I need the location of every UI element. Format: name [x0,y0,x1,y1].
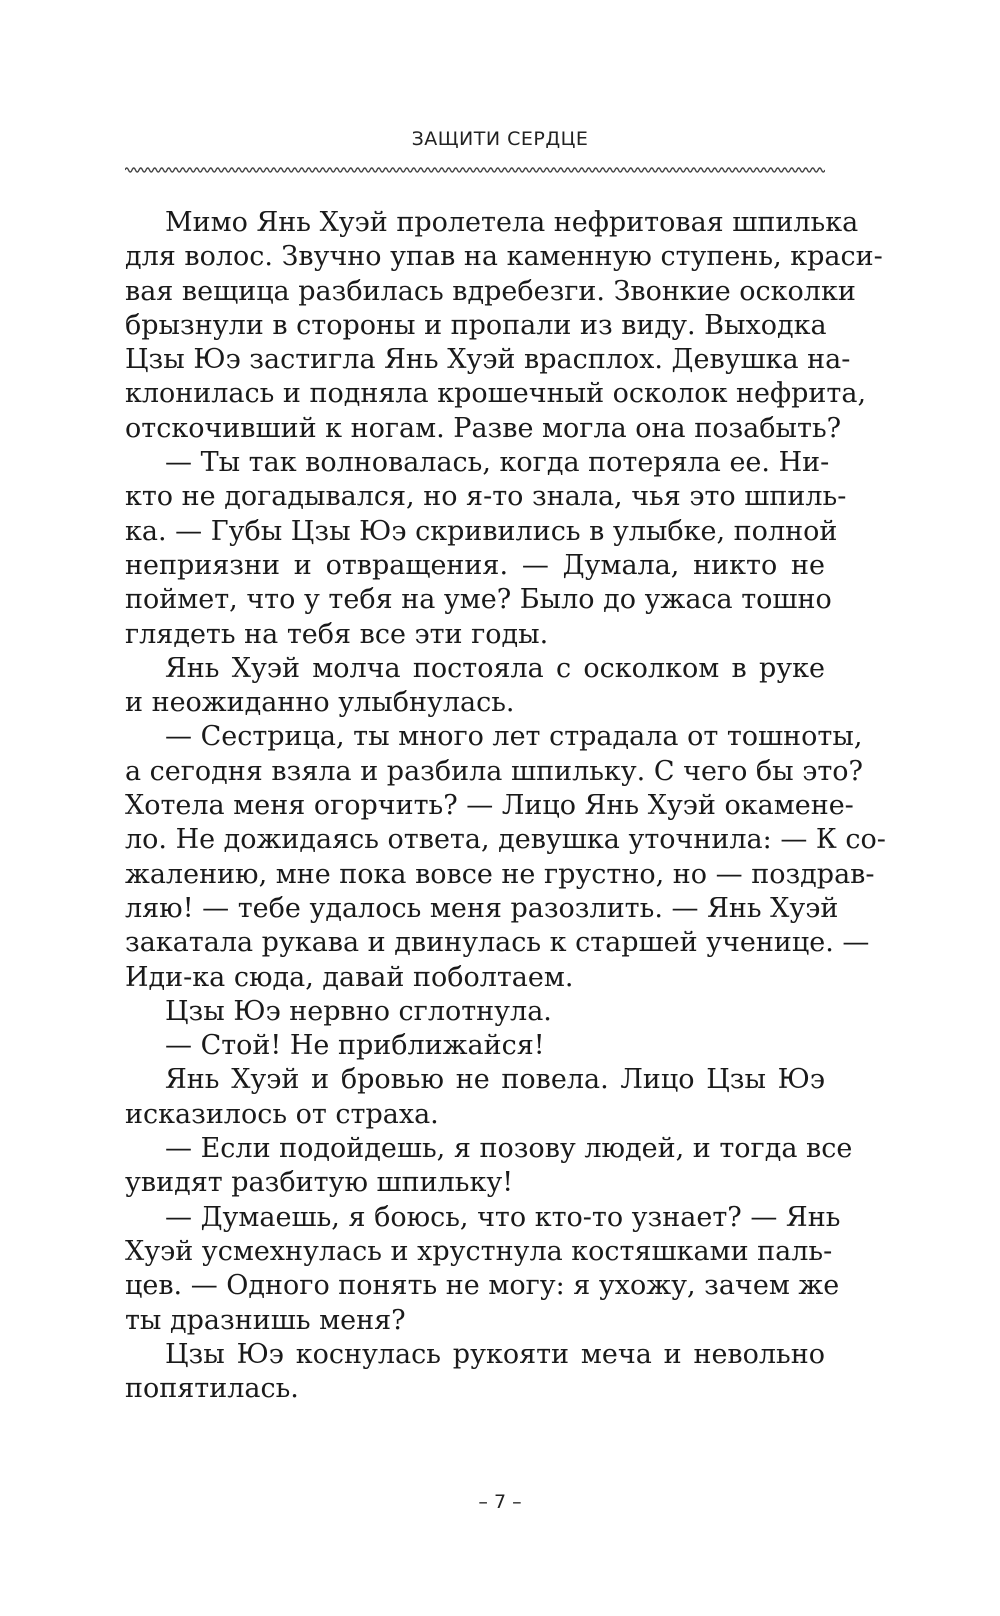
text-line: увидят разбитую шпильку! [125,1167,514,1199]
text-line: Хуэй усмехнулась и хрустнула костяшками паль- [125,1235,833,1267]
text-line: Цзы Юэ застигла Янь Хуэй врасплох. Девушка на- [125,344,851,376]
text-line: Янь Хуэй молча постояла с осколком в руке [165,652,825,684]
paragraph [125,1063,825,1132]
paragraph [125,720,886,994]
text-line: отскочивший к ногам. Разве могла она позабыть? [125,412,842,444]
text-line: Янь Хуэй и бровью не повела. Лицо Цзы Юэ [165,1064,825,1096]
text-line: для волос. Звучно упав на каменную ступень, краси- [125,241,883,273]
paragraph [125,446,847,652]
text-line: вая вещица разбилась вдребезги. Звонкие осколки [125,275,856,307]
text-line: Цзы Юэ коснулась рукояти меча и невольно [165,1338,825,1370]
wavy-divider [125,162,825,178]
text-line: глядеть на тебя все эти годы. [125,618,549,650]
paragraph [125,652,825,721]
text-line: — Думаешь, я боюсь, что кто-то узнает? — Янь [165,1201,841,1233]
text-line: попятилась. [125,1373,299,1405]
text-line: поймет, что у тебя на уме? Было до ужаса тошно [125,584,832,616]
text-line: Мимо Янь Хуэй пролетела нефритовая шпилька [165,207,859,238]
text-line: а сегодня взяла и разбила шпильку. С чего бы это? [125,755,864,787]
paragraph [125,1201,841,1338]
text-line: клонилась и подняла крошечный осколок нефрита, [125,378,867,410]
text-line: Иди-ка сюда, давай поболтаем. [125,961,574,993]
text-line: брызнули в стороны и пропали из виду. Выходка [125,309,827,341]
text-line: исказилось от страха. [125,1098,439,1130]
page-number: – 7 – [478,1491,522,1513]
paragraph [125,995,825,1029]
text-line: Хотела меня огорчить? — Лицо Янь Хуэй окамене- [125,790,854,822]
running-head: ЗАЩИТИ СЕРДЦЕ [411,128,589,150]
text-line: — Стой! Не приближайся! [165,1030,545,1062]
text-line: цев. — Одного понять не могу: я ухожу, зачем же [125,1270,840,1302]
text-line: ка. — Губы Цзы Юэ скривились в улыбке, полной [125,515,838,547]
paragraph [125,1338,825,1407]
text-line: Цзы Юэ нервно сглотнула. [165,995,552,1027]
text-line: закатала рукава и двинулась к старшей ученице. — [125,927,870,959]
body-text [125,206,886,1406]
paragraph [125,1132,853,1201]
paragraph [125,1029,825,1063]
text-line: — Сестрица, ты много лет страдала от тошноты, [165,721,863,753]
text-line: ты дразнишь меня? [125,1304,406,1336]
paragraph [125,206,883,446]
text-line: — Ты так волновалась, когда потеряла ее. Ни- [165,447,830,479]
text-line: жалению, мне пока вовсе не грустно, но — поздрав- [125,858,875,890]
text-line: — Если подойдешь, я позову людей, и тогда все [165,1133,853,1165]
text-line: ляю! — тебе удалось меня разозлить. — Янь Хуэй [125,892,839,924]
text-line: неприязни и отвращения. — Думала, никто не [125,549,825,581]
text-line: ло. Не дожидаясь ответа, девушка уточнила: — К со- [125,824,886,856]
text-line: кто не догадывался, но я-то знала, чья это шпиль- [125,481,847,513]
text-line: и неожиданно улыбнулась. [125,687,515,719]
